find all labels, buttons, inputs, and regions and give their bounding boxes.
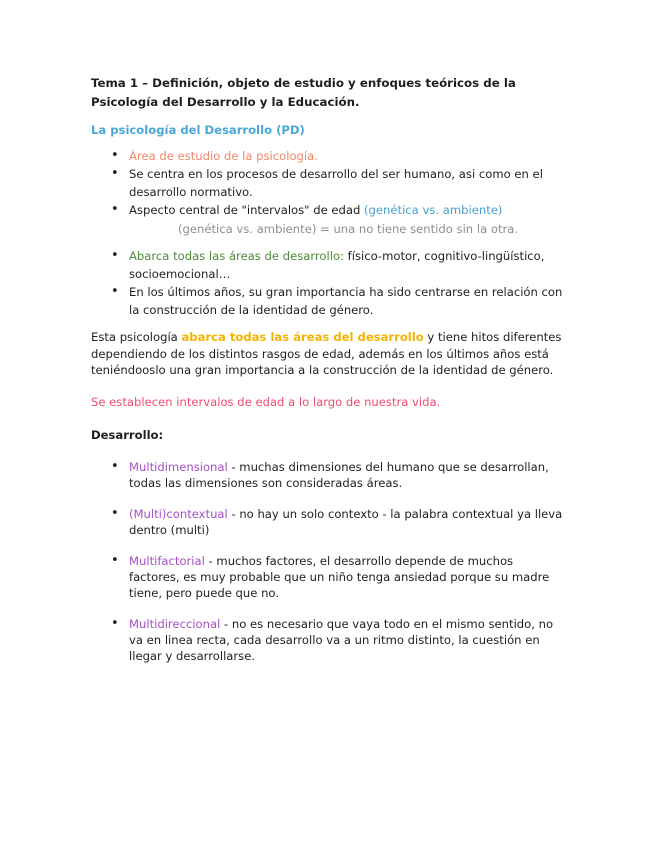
- definition-multidimensional: - muchas dimensiones del humano que se desarrollan, todas las dimensiones son consideradas áreas.: [129, 459, 549, 490]
- document-page: [91, 74, 566, 679]
- definition-multidireccional: - no es necesario que vaya todo en el mismo sentido, no va en linea recta, cada desarrollo va a un ritmo distinto, la cuestión en llegar y desarrollarse.: [129, 616, 554, 663]
- areas-bullet-list: [91, 247, 566, 319]
- list-item: [91, 459, 566, 491]
- summary-paragraph: [91, 329, 566, 379]
- bullet-text-genetica-ambiente: (genética vs. ambiente): [364, 203, 503, 217]
- subnote-genetica: (genética vs. ambiente) = una no tiene sentido sin la otra.: [178, 222, 519, 236]
- bullet-text-abarca: Abarca todas las áreas de desarrollo:: [129, 249, 344, 263]
- definition-multifactorial: - muchos factores, el desarrollo depende de muchos factores, es muy probable que un niño tenga ansiedad porque su madre tiene, pero puede que no.: [129, 553, 550, 600]
- bullet-text-area-estudio: Área de estudio de la psicología.: [129, 149, 318, 163]
- list-item: [91, 616, 566, 664]
- section-title: La psicología del Desarrollo (PD): [91, 123, 305, 137]
- bullet-text-identidad: En los últimos años, su gran importancia ha sido centrarse en relación con la construcción de la identidad de género.: [129, 285, 563, 317]
- term-multidireccional: Multidireccional: [129, 616, 221, 631]
- list-item: [91, 247, 566, 283]
- list-item: [91, 201, 566, 219]
- term-multidimensional: Multidimensional: [129, 459, 228, 474]
- desarrollo-heading: Desarrollo:: [91, 427, 164, 442]
- definition-multicontextual: - no hay un solo contexto - la palabra contextual ya lleva dentro (multi): [129, 506, 563, 537]
- bullet-text-procesos: Se centra en los procesos de desarrollo del ser humano, asi como en el desarrollo normativo.: [129, 167, 543, 199]
- list-item: [91, 553, 566, 601]
- list-item: [91, 283, 566, 319]
- intervalos-note: Se establecen intervalos de edad a lo largo de nuestra vida.: [91, 394, 441, 409]
- paragraph-highlight: abarca todas las áreas del desarrollo: [181, 330, 424, 344]
- document-title: Tema 1 – Definición, objeto de estudio y enfoques teóricos de la Psicología del Desarrollo y la Educación.: [91, 76, 516, 109]
- desarrollo-bullet-list: [91, 459, 566, 664]
- paragraph-part-2: y tiene hitos diferentes dependiendo de los distintos rasgos de edad, además en los últimos años está teniéndooslo una gran importancia a la construcción de la identidad de género.: [91, 330, 562, 377]
- list-item: [91, 147, 566, 165]
- paragraph-part-1: Esta psicología: [91, 330, 182, 344]
- list-item: [91, 506, 566, 538]
- intro-bullet-list: [91, 147, 566, 219]
- bullet-text-areas-list: físico-motor, cognitivo-lingüístico, socioemocional…: [129, 249, 545, 281]
- list-item: [91, 165, 566, 201]
- bullet-text-intervalos: Aspecto central de "intervalos" de edad: [129, 203, 365, 217]
- term-multicontextual: (Multi)contextual: [129, 506, 228, 521]
- term-multifactorial: Multifactorial: [129, 553, 205, 568]
